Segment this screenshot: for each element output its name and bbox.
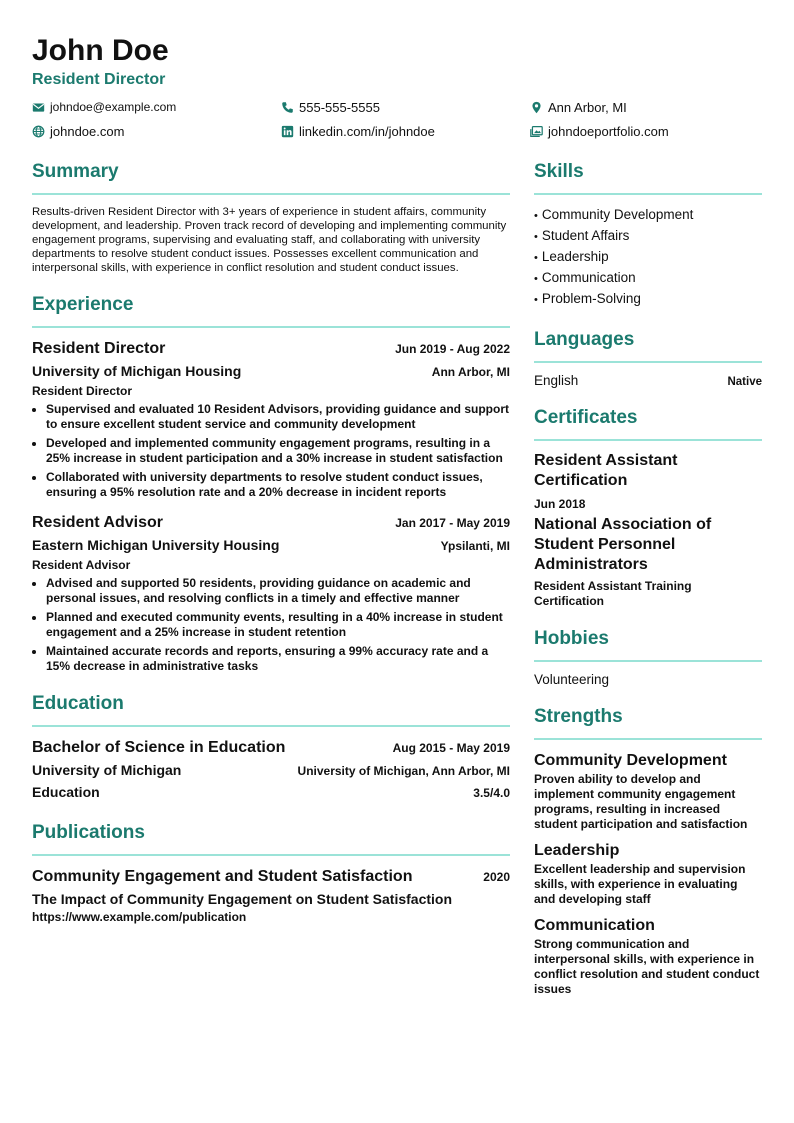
strength-title: Leadership (534, 842, 620, 859)
school-location: University of Michigan, Ann Arbor, MI (297, 764, 510, 778)
contact-email[interactable] (32, 98, 281, 116)
job-role: Resident Director (32, 384, 133, 398)
strength-description: Proven ability to develop and implement community engagement programs, resulting in increased student participation and satisfaction (534, 772, 748, 831)
location-text: Ann Arbor, MI (548, 99, 627, 115)
resume-body (32, 160, 762, 1015)
publication-year: 2020 (483, 870, 510, 884)
job-title: Resident Director (32, 340, 166, 357)
job-bullets (32, 576, 510, 674)
hobbies-heading: Hobbies (534, 627, 762, 662)
skills-section (534, 160, 762, 310)
certificate-date: Jun 2018 (534, 497, 586, 511)
job-bullets (32, 402, 510, 500)
right-column (534, 160, 762, 1015)
education-heading: Education (32, 692, 510, 727)
skill-item: • Community Development (534, 205, 762, 226)
website-text: johndoe.com (50, 123, 125, 139)
certificate-name: Resident Assistant Certification (534, 452, 678, 489)
gpa: 3.5/4.0 (473, 786, 510, 800)
job-bullet: • Developed and implemented community engagement programs, resulting in a 25% increase in student participation and a 30% increase in student satisfaction (46, 436, 510, 466)
languages-section (534, 328, 762, 388)
skills-list (534, 205, 762, 310)
phone-icon (281, 101, 294, 114)
skill-item: • Student Affairs (534, 226, 762, 247)
job-dates: Jan 2017 - May 2019 (395, 516, 510, 530)
language-level: Native (727, 376, 762, 388)
linkedin-text: linkedin.com/in/johndoe (299, 123, 435, 139)
left-column (32, 160, 510, 1015)
employer: University of Michigan Housing (32, 363, 242, 379)
languages-heading: Languages (534, 328, 762, 363)
job-bullet: • Collaborated with university departments to resolve student conduct issues, ensuring a 95% resolution rate and a 20% decrease in incident reports (46, 470, 510, 500)
phone-text: 555-555-5555 (299, 99, 380, 115)
strengths-section (534, 705, 762, 997)
certificates-section (534, 406, 762, 609)
linkedin-icon (281, 125, 294, 138)
certificate-detail: Resident Assistant Training Certification (534, 579, 692, 608)
candidate-title: Resident Director (32, 71, 166, 88)
job-location: Ann Arbor, MI (431, 365, 510, 379)
experience-heading: Experience (32, 293, 510, 328)
job-bullet: • Advised and supported 50 residents, providing guidance on academic and personal issues, and resolving conflicts in a timely and effective manner (46, 576, 510, 606)
hobbies-section (534, 627, 762, 687)
strength-description: Strong communication and interpersonal skills, with experience in conflict resolution and student conduct issues (534, 937, 760, 996)
contact-linkedin[interactable] (281, 122, 530, 140)
experience-entry (32, 338, 510, 500)
email-text: johndoe@example.com (50, 100, 177, 114)
globe-icon (32, 125, 45, 138)
publication-link[interactable]: https://www.example.com/publication (32, 910, 247, 924)
publications-section (32, 821, 510, 924)
skill-item: • Problem-Solving (534, 289, 762, 310)
summary-section (32, 160, 510, 275)
location-icon (530, 101, 543, 114)
hobby-item: Volunteering (534, 672, 610, 687)
field-of-study: Education (32, 784, 100, 800)
certificates-heading: Certificates (534, 406, 762, 441)
contact-portfolio[interactable] (530, 122, 762, 140)
portfolio-text: johndoeportfolio.com (548, 123, 669, 139)
school: University of Michigan (32, 762, 182, 778)
strength-description: Excellent leadership and supervision skills, with experience in evaluating and developing staff (534, 862, 746, 906)
publication-title: Community Engagement and Student Satisfaction (32, 868, 413, 885)
summary-heading: Summary (32, 160, 510, 195)
strength-title: Community Development (534, 752, 727, 769)
language-item (534, 373, 762, 388)
publications-heading: Publications (32, 821, 510, 856)
email-icon (32, 101, 45, 114)
contact-info (32, 98, 762, 140)
portfolio-icon (530, 125, 543, 138)
job-location: Ypsilanti, MI (440, 539, 510, 553)
skills-heading: Skills (534, 160, 762, 195)
degree: Bachelor of Science in Education (32, 739, 286, 756)
strengths-heading: Strengths (534, 705, 762, 740)
contact-phone[interactable] (281, 98, 530, 116)
publication-subtitle: The Impact of Community Engagement on Student Satisfaction (32, 891, 453, 907)
certificate-name: National Association of Student Personnel Administrators (534, 516, 712, 573)
skill-item: • Leadership (534, 247, 762, 268)
skill-item: • Communication (534, 268, 762, 289)
education-dates: Aug 2015 - May 2019 (392, 741, 510, 755)
candidate-name: John Doe (32, 34, 169, 67)
job-bullet: • Supervised and evaluated 10 Resident Advisors, providing guidance and support to ensure excellent student service and community development (46, 402, 510, 432)
language-name: English (534, 373, 579, 388)
job-title: Resident Advisor (32, 514, 163, 531)
employer: Eastern Michigan University Housing (32, 537, 280, 553)
job-bullet: • Maintained accurate records and reports, ensuring a 99% accuracy rate and a 15% decrease in administrative tasks (46, 644, 510, 674)
job-role: Resident Advisor (32, 558, 131, 572)
summary-text: Results-driven Resident Director with 3+ years of experience in student affairs, community development, and leadership. Proven track record of developing and implementing community engagement programs, supervising and evaluating staff, and collaborating with university departments to resolve student conduct issues. Possesses excellent communication and interpersonal skills, with experience in conflict resolution and student conduct issues. (32, 206, 507, 274)
contact-location (530, 98, 762, 116)
job-dates: Jun 2019 - Aug 2022 (395, 342, 510, 356)
education-section (32, 692, 510, 803)
job-bullet: • Planned and executed community events, resulting in a 40% increase in student engagement and a 25% increase in student retention (46, 610, 510, 640)
strength-title: Communication (534, 917, 655, 934)
experience-section (32, 293, 510, 674)
experience-entry (32, 512, 510, 674)
contact-website[interactable] (32, 122, 281, 140)
